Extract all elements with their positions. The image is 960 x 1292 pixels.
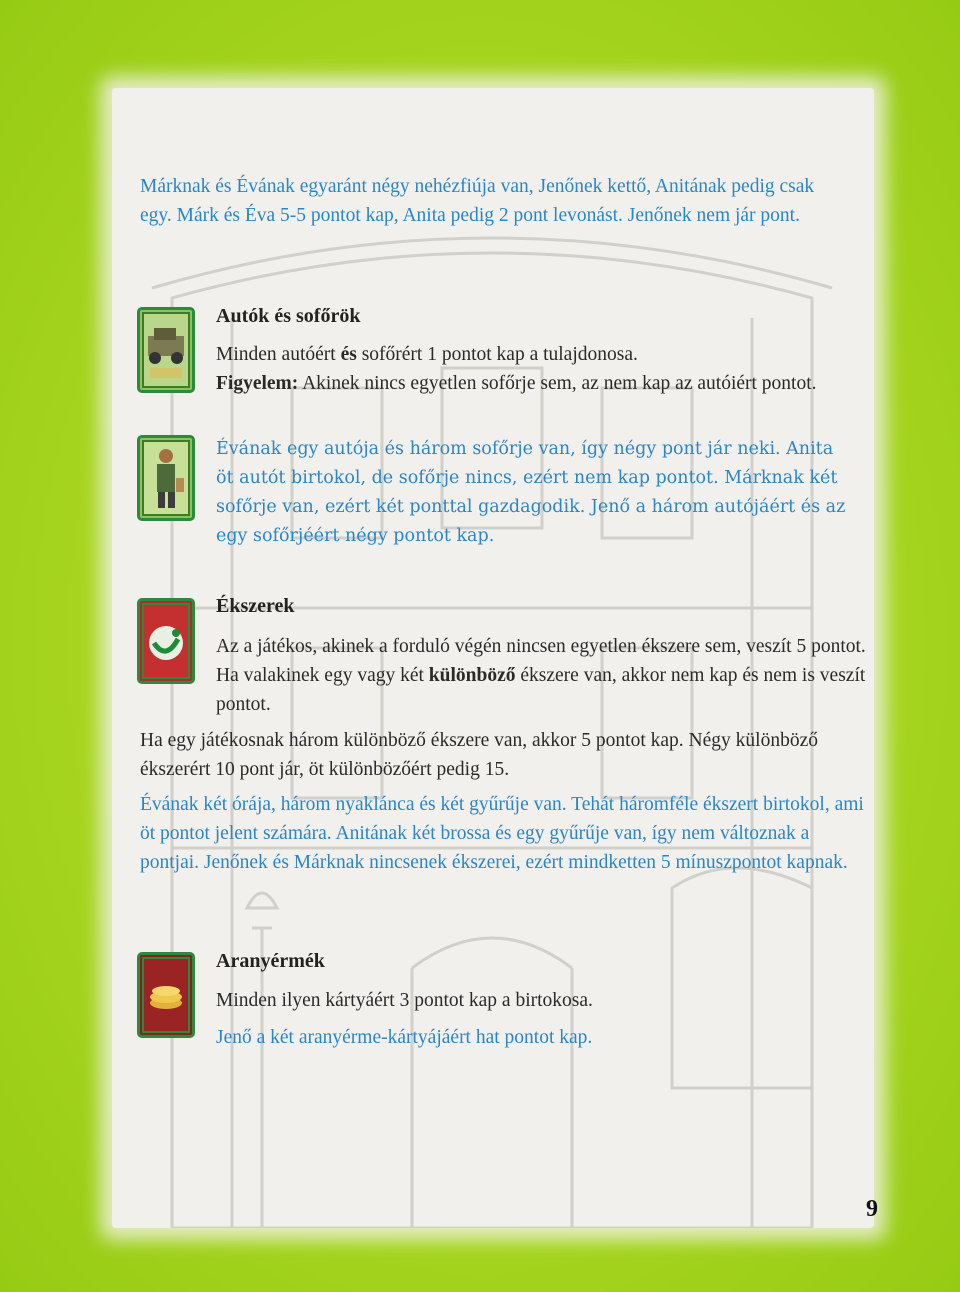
jewels-example-paragraph: Évának két órája, három nyaklánca és két gyűrűje van. Tehát háromféle ékszert birtokol, ami öt pontot jelent számára. Anitának két brossa és egy gyűrűje van, így nem változnak a pontjai. Jenőnek és Márknak nincsenek ékszerei, ezért mindketten 5 mínuszpontot kapnak.	[140, 794, 864, 873]
driver-card-icon	[137, 435, 195, 521]
gold-coin-card-icon	[137, 952, 195, 1038]
page-number: 9	[866, 1196, 878, 1222]
cars-rule-post: sofőrért 1 pontot kap a tulajdonosa.	[356, 344, 638, 365]
cars-note-text: Akinek nincs egyetlen sofőrje sem, az nem kap az autóiért pontot.	[298, 373, 817, 394]
intro-example-paragraph: Márknak és Évának egyaránt négy nehézfiúja van, Jenőnek kettő, Anitának pedig csak egy. Márk és Éva 5-5 pontot kap, Anita pedig 2 pont levonást. Jenőnek nem jár pont.	[140, 176, 815, 226]
cars-note-label: Figyelem:	[216, 373, 299, 394]
cars-rule-bold: és	[340, 344, 357, 365]
gold-example-paragraph: Jenő a két aranyérme-kártyájáért hat pontot kap.	[216, 1027, 593, 1048]
jewel-card-icon	[137, 598, 195, 684]
jewels-rule-part1: Az a játékos, akinek a forduló végén nincsen egyetlen ékszere sem, veszít 5 pontot. Ha valakinek egy vagy két	[216, 636, 866, 686]
cars-rule-paragraph	[216, 340, 856, 398]
jewels-rule-bold: különböző	[428, 665, 516, 686]
gold-rule-paragraph: Minden ilyen kártyáért 3 pontot kap a birtokosa.	[216, 990, 593, 1011]
jewels-heading: Ékszerek	[216, 595, 295, 617]
jewels-rule-paragraph	[216, 632, 866, 719]
cars-example-paragraph: Évának egy autója és három sofőrje van, így négy pont jár neki. Anita öt autót birtokol, de sofőrje nincs, ezért nem kap pontot. Márknak két sofőrje van, ezért két ponttal gazdagodik. Jenő a három autójáért és az egy sofőrjéért négy pontot kap.	[216, 439, 846, 546]
gold-heading: Aranyérmék	[216, 950, 325, 972]
jewels-rule2-paragraph: Ha egy játékosnak három különböző ékszere van, akkor 5 pontot kap. Négy különböző ékszerért 10 pont jár, öt különbözőért pedig 15.	[140, 730, 818, 780]
jewels-rule-part2: ékszere van, akkor nem kap és nem is veszít pontot.	[216, 665, 866, 715]
cars-rule-pre: Minden autóért	[216, 344, 341, 365]
cars-heading: Autók és sofőrök	[216, 305, 361, 327]
car-card-icon	[137, 307, 195, 393]
